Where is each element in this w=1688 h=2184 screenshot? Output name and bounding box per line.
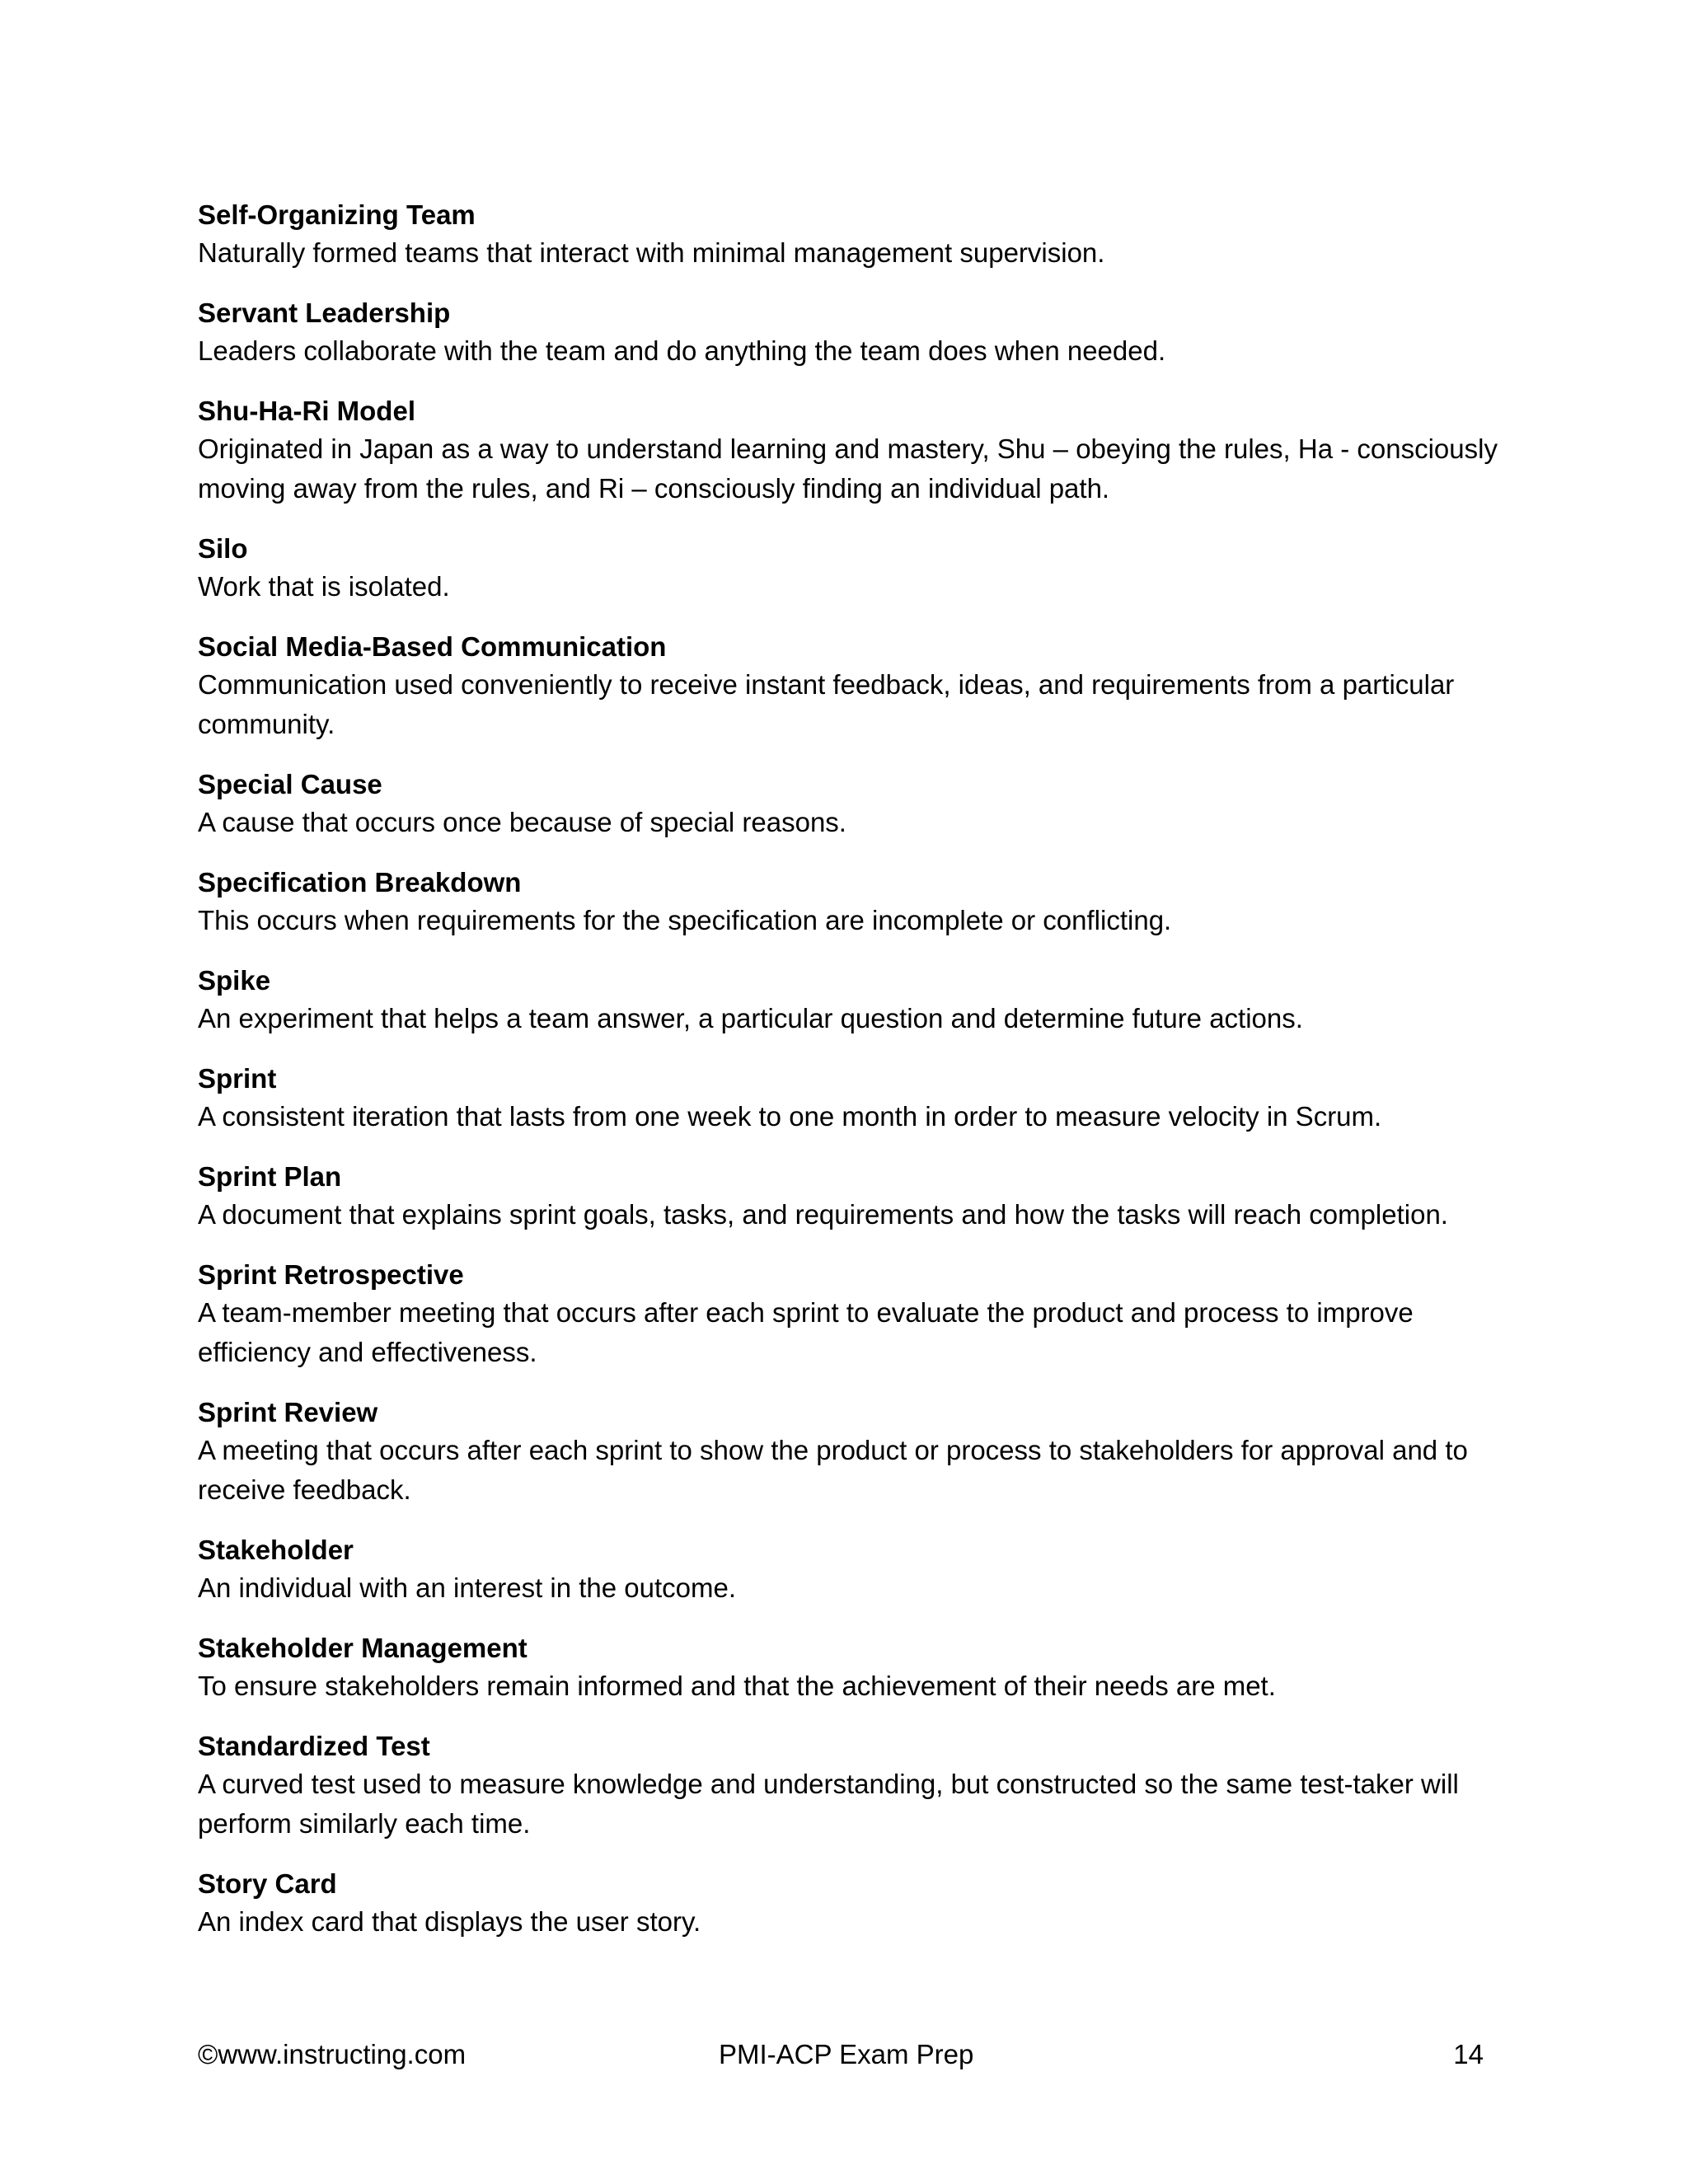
glossary-entry <box>198 766 1517 842</box>
glossary-term: Self-Organizing Team <box>198 199 476 230</box>
glossary-term: Sprint <box>198 1063 277 1094</box>
glossary-term: Story Card <box>198 1868 337 1899</box>
glossary-definition: Leaders collaborate with the team and do anything the team does when needed. <box>198 335 1166 366</box>
glossary-entry <box>198 1394 1517 1510</box>
glossary-entry <box>198 1727 1517 1844</box>
glossary-entry <box>198 1629 1517 1706</box>
glossary-definition: An index card that displays the user story. <box>198 1906 701 1937</box>
glossary-term: Sprint Plan <box>198 1161 342 1192</box>
glossary-entry <box>198 962 1517 1038</box>
glossary-term: Spike <box>198 965 271 996</box>
glossary-definition: This occurs when requirements for the specification are incomplete or conflicting. <box>198 905 1172 935</box>
footer-copyright: ©www.instructing.com <box>198 2039 467 2069</box>
glossary-term: Sprint Retrospective <box>198 1259 464 1290</box>
glossary-term: Servant Leadership <box>198 298 451 328</box>
page-footer <box>0 2034 1688 2075</box>
glossary-list <box>198 196 1517 1963</box>
glossary-definition: A consistent iteration that lasts from one week to one month in order to measure velocity in Scrum. <box>198 1101 1382 1132</box>
glossary-entry <box>198 294 1517 371</box>
glossary-term: Silo <box>198 533 248 564</box>
glossary-entry <box>198 864 1517 940</box>
glossary-definition: Work that is isolated. <box>198 571 450 602</box>
page-number: 14 <box>1453 2039 1484 2069</box>
glossary-term: Stakeholder Management <box>198 1633 528 1663</box>
glossary-entry <box>198 196 1517 273</box>
glossary-entry <box>198 628 1517 744</box>
glossary-entry <box>198 1256 1517 1372</box>
glossary-term: Stakeholder <box>198 1535 354 1565</box>
glossary-definition: Communication used conveniently to receive instant feedback, ideas, and requirements from a particular community. <box>198 669 1455 739</box>
glossary-entry <box>198 1158 1517 1235</box>
glossary-definition: A cause that occurs once because of special reasons. <box>198 807 846 837</box>
glossary-term: Shu-Ha-Ri Model <box>198 396 415 426</box>
glossary-entry <box>198 1531 1517 1608</box>
glossary-term: Specification Breakdown <box>198 867 522 898</box>
glossary-term: Standardized Test <box>198 1731 430 1761</box>
glossary-definition: Naturally formed teams that interact with minimal management supervision. <box>198 237 1105 268</box>
glossary-definition: An experiment that helps a team answer, a particular question and determine future actions. <box>198 1003 1303 1033</box>
footer-title: PMI-ACP Exam Prep <box>719 2039 974 2069</box>
glossary-term: Sprint Review <box>198 1397 378 1427</box>
glossary-entry <box>198 530 1517 607</box>
glossary-term: Social Media-Based Communication <box>198 631 667 662</box>
glossary-definition: To ensure stakeholders remain informed and that the achievement of their needs are met. <box>198 1671 1276 1701</box>
glossary-definition: A document that explains sprint goals, tasks, and requirements and how the tasks will reach completion. <box>198 1199 1448 1230</box>
glossary-definition: Originated in Japan as a way to understand learning and mastery, Shu – obeying the rules, Ha - consciously moving away from the rules, and Ri – consciously finding an individual path. <box>198 434 1498 504</box>
glossary-definition: A team-member meeting that occurs after each sprint to evaluate the product and process to improve efficiency and effectiveness. <box>198 1297 1414 1367</box>
glossary-definition: A curved test used to measure knowledge and understanding, but constructed so the same test-taker will perform similarly each time. <box>198 1769 1459 1839</box>
glossary-entry <box>198 1060 1517 1137</box>
glossary-entry <box>198 392 1517 509</box>
glossary-definition: A meeting that occurs after each sprint to show the product or process to stakeholders for approval and to receive feedback. <box>198 1435 1468 1505</box>
glossary-term: Special Cause <box>198 769 382 799</box>
glossary-entry <box>198 1865 1517 1942</box>
glossary-definition: An individual with an interest in the outcome. <box>198 1572 737 1603</box>
